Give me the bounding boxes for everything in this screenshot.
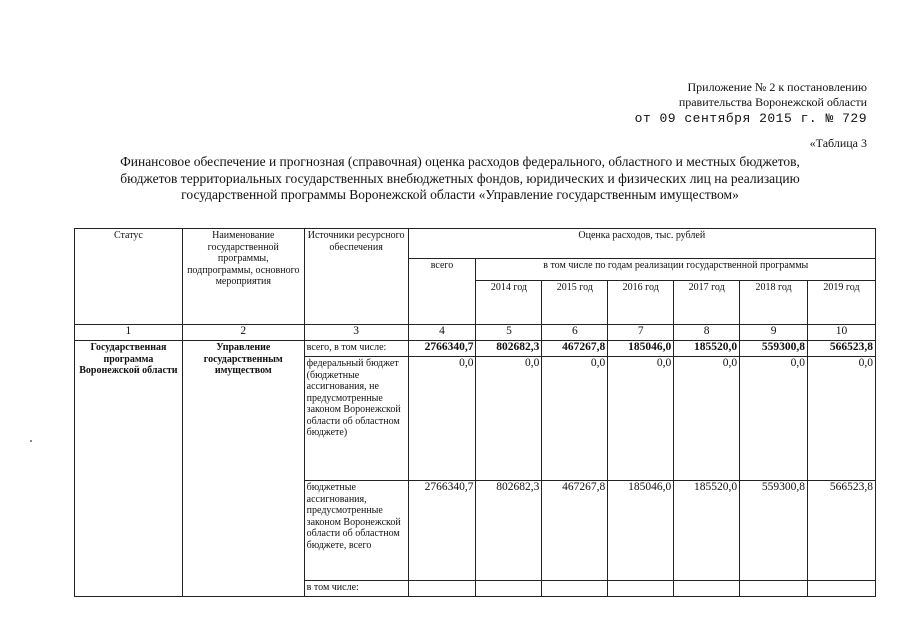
resolution-line: правительства Воронежской области [678,95,867,109]
value-cell [608,581,674,597]
header-source: Источники ресурсного обеспечения [304,229,408,325]
column-number: 6 [542,325,608,341]
value-cell [408,581,476,597]
header-total: всего [408,259,476,325]
value-cell: 185520,0 [674,481,740,581]
value-cell: 0,0 [608,357,674,481]
header-by-years: в том числе по годам реализации государственной программы [476,259,876,281]
column-number: 8 [674,325,740,341]
value-cell: 0,0 [476,357,542,481]
value-cell: 559300,8 [740,481,808,581]
value-cell: 185046,0 [608,481,674,581]
value-cell: 0,0 [408,357,476,481]
header-program-name: Наименование государственной программы, подпрограммы, основного мероприятия [182,229,304,325]
value-cell: 0,0 [808,357,876,481]
header-status: Статус [75,229,183,325]
column-number: 10 [808,325,876,341]
value-cell: 467267,8 [542,341,608,357]
column-number: 9 [740,325,808,341]
value-cell: 566523,8 [808,341,876,357]
value-cell [808,581,876,597]
column-number: 7 [608,325,674,341]
column-number: 3 [304,325,408,341]
title-line-1: Финансовое обеспечение и прогнозная (справочная) оценка расходов федерального, областного и местных бюджетов, [120,154,800,169]
financing-table [74,228,876,597]
source-cell: в том числе: [304,581,408,597]
value-cell: 802682,3 [476,341,542,357]
value-cell [674,581,740,597]
header-estimate: Оценка расходов, тыс. рублей [408,229,875,259]
column-number: 2 [182,325,304,341]
source-cell: бюджетные ассигнования, предусмотренные законом Воронежской области об областном бюджете, всего [304,481,408,581]
header-year: 2018 год [740,281,808,325]
header-year: 2015 год [542,281,608,325]
value-cell: 467267,8 [542,481,608,581]
value-cell: 2766340,7 [408,341,476,357]
value-cell: 0,0 [674,357,740,481]
header-year: 2017 год [674,281,740,325]
document-title [60,154,860,204]
column-number: 4 [408,325,476,341]
table-label: «Таблица 3 [809,136,867,150]
program-name-cell: Управление государственным имуществом [182,341,304,597]
value-cell: 2766340,7 [408,481,476,581]
date-number-stamp: от 09 сентября 2015 г. № 729 [634,111,867,126]
table-row-total [75,341,876,357]
value-cell: 185520,0 [674,341,740,357]
document-header [635,80,867,126]
header-year: 2019 год [808,281,876,325]
column-number: 5 [476,325,542,341]
value-cell [740,581,808,597]
source-cell: федеральный бюджет (бюджетные ассигнования, не предусмотренные законом Воронежской области об областном бюджете) [304,357,408,481]
scan-speck [30,440,32,442]
column-number: 1 [75,325,183,341]
value-cell [542,581,608,597]
header-year: 2014 год [476,281,542,325]
header-year: 2016 год [608,281,674,325]
value-cell: 802682,3 [476,481,542,581]
appendix-line: Приложение № 2 к постановлению [687,80,867,94]
title-line-2: бюджетов территориальных государственных внебюджетных фондов, юридических и физических лиц на реализацию [120,170,800,186]
column-number-row [75,325,876,341]
source-cell: всего, в том числе: [304,341,408,357]
program-status-cell: Государственная программа Воронежской области [75,341,183,597]
value-cell: 0,0 [542,357,608,481]
value-cell [476,581,542,597]
value-cell: 559300,8 [740,341,808,357]
title-line-3: государственной программы Воронежской области «Управление государственным имуществом» [181,187,739,202]
value-cell: 566523,8 [808,481,876,581]
header-row-1 [75,229,876,259]
value-cell: 0,0 [740,357,808,481]
value-cell: 185046,0 [608,341,674,357]
